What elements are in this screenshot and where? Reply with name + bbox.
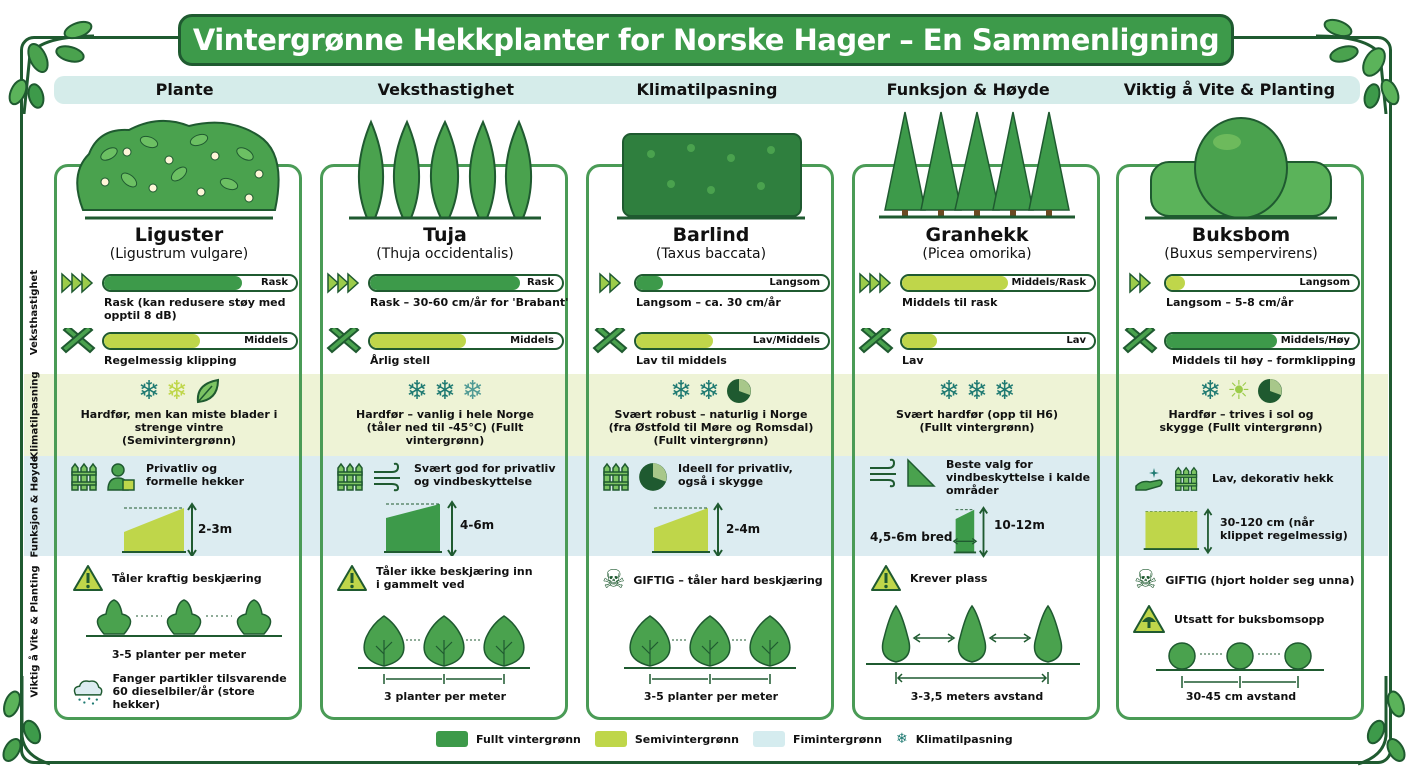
plant-name: Barlind	[672, 224, 750, 246]
maintenance-meter: Lav	[858, 332, 1098, 352]
growth-description: Rask – 30-60 cm/år for 'Brabant'	[370, 296, 569, 309]
legend-item-light: Fimintergrønn	[753, 731, 882, 747]
fence-icon	[336, 462, 366, 492]
snowflake-icon: ❄	[966, 376, 988, 406]
skull-crossbones-icon: ☠	[602, 565, 626, 595]
plant-spacing-diagram-icon	[1108, 642, 1374, 690]
maintenance-meter: Lav/Middels	[592, 332, 832, 352]
fence-icon	[1172, 466, 1202, 492]
maintenance-description: Årlig stell	[370, 354, 430, 367]
climate-description: Svært robust – naturlig i Norge (fra Østfold til Møre og Romsdal) (Fullt vintergrønn)	[608, 408, 814, 447]
growth-description: Langsom – ca. 30 cm/år	[636, 296, 781, 309]
width-value: 4,5-6m bred	[870, 530, 953, 544]
legend-item-full: Fullt vintergrønn	[436, 731, 581, 747]
spacing-label: 3-3,5 meters avstand	[910, 690, 1044, 703]
row-label-viktig: Viktig å Vite & Planting	[29, 564, 41, 698]
height-diagram-icon	[578, 500, 844, 556]
climate-description: Svært hardfør (opp til H6) (Fullt vintergrønn)	[896, 408, 1058, 434]
growth-meter: Rask	[60, 274, 300, 294]
wind-icon	[372, 462, 404, 492]
snowflake-icon: ❄	[698, 376, 720, 406]
column-header-funksjon: Funksjon & Høyde	[886, 80, 1050, 99]
leaf-icon	[194, 378, 220, 404]
climate-icons	[46, 378, 312, 404]
plant-name: Liguster	[134, 224, 224, 246]
spruce-tree-row-icon	[877, 110, 1077, 220]
note-text: Tåler kraftig beskjæring	[112, 571, 262, 585]
plant-latin-name: (Taxus baccata)	[655, 246, 767, 262]
note-row	[336, 564, 570, 592]
height-value: 30-120 cm (når klippet regelmessig)	[1220, 516, 1348, 542]
plant-name: Granhekk	[925, 224, 1029, 246]
snowflake-icon: ❄	[670, 376, 692, 406]
plant-spacing-diagram-icon	[46, 598, 312, 638]
warning-icon	[870, 564, 902, 592]
snowflake-icon: ❄	[1199, 376, 1222, 406]
light-snowflake-icon: ❄	[461, 376, 484, 406]
function-description: Lav, dekorativ hekk	[1212, 472, 1334, 485]
growth-description: Rask (kan redusere støy med opptil 8 dB)	[104, 296, 286, 322]
climate-description: Hardfør – vanlig i hele Norge (tåler ned til -45°C) (Fullt vintergrønn)	[356, 408, 534, 447]
maintenance-description: Middels til høy – formklipping	[1172, 354, 1356, 367]
snowflake-icon: ❄	[895, 731, 908, 747]
page-title: Vintergrønne Hekkplanter for Norske Hager – En Sammenligning	[192, 23, 1220, 57]
plant-latin-name: (Picea omorika)	[922, 246, 1032, 262]
sun-icon: ☀	[1227, 376, 1251, 406]
column-header-veksthastighet: Veksthastighet	[377, 80, 514, 99]
shade-pie-icon	[726, 378, 752, 404]
skull-crossbones-icon: ☠	[1134, 565, 1158, 595]
wrench-screwdriver-icon	[592, 328, 630, 354]
growth-description: Langsom – 5-8 cm/år	[1166, 296, 1294, 309]
climate-icons	[844, 378, 1110, 404]
growth-description: Middels til rask	[902, 296, 998, 309]
growth-meter: Middels/Rask	[858, 274, 1098, 294]
snowflake-icon: ❄	[138, 376, 160, 406]
fast-forward-triple-icon	[858, 270, 896, 296]
extra-note-row	[70, 672, 304, 711]
note-text: GIFTIG (hjort holder seg unna)	[1165, 573, 1355, 587]
wrench-screwdriver-icon	[858, 328, 896, 354]
title-banner	[178, 14, 1234, 66]
shade-pie-icon	[1257, 378, 1283, 404]
height-value: 2-4m	[726, 522, 761, 536]
function-row	[336, 462, 568, 492]
note-text: Tåler ikke beskjæring inn i gammelt ved	[376, 565, 533, 591]
row-label-veksthastighet: Veksthastighet	[29, 269, 41, 355]
note-row	[1132, 604, 1366, 634]
plant-name: Buksbom	[1191, 224, 1291, 246]
plant-spacing-diagram-icon	[844, 604, 1110, 686]
snowflake-icon: ❄	[434, 376, 456, 406]
height-diagram-icon	[46, 500, 312, 556]
note-text: Krever plass	[910, 571, 988, 585]
height-diagram-icon	[312, 500, 578, 556]
maintenance-meter: Middels/Høy	[1122, 332, 1362, 352]
wrench-screwdriver-icon	[60, 328, 98, 354]
fast-forward-double-icon	[592, 270, 630, 296]
note-row	[870, 564, 1102, 592]
snowflake-icon: ❄	[406, 376, 429, 406]
legend	[436, 731, 1019, 747]
plant-spacing-diagram-icon	[578, 614, 844, 686]
plant-name: Tuja	[423, 224, 467, 246]
column-header-klimatilpasning: Klimatilpasning	[636, 80, 778, 99]
legend-item-semi: Semivintergrønn	[595, 731, 739, 747]
mushroom-warning-icon	[1132, 604, 1166, 634]
height-value: 4-6m	[460, 518, 495, 532]
function-description: Svært god for privatliv og vindbeskyttelse	[414, 462, 556, 488]
climate-icons	[312, 378, 578, 404]
legend-swatch-full	[436, 731, 468, 747]
fast-forward-triple-icon	[326, 270, 364, 296]
maintenance-description: Regelmessig klipping	[104, 354, 237, 367]
wrench-screwdriver-icon	[1122, 328, 1160, 354]
note-text: Utsatt for buksbomsopp	[1174, 612, 1325, 626]
topiary-box-hedge-icon	[1141, 114, 1341, 222]
growth-meter: Langsom	[1122, 274, 1362, 294]
maintenance-description: Lav	[902, 354, 924, 367]
plant-latin-name: (Thuja occidentalis)	[376, 246, 514, 262]
function-description: Beste valg for vindbeskyttelse i kalde områder	[946, 458, 1091, 497]
growth-meter: Langsom	[592, 274, 832, 294]
dense-box-hedge-icon	[611, 114, 811, 222]
wrench-screwdriver-icon	[326, 328, 364, 354]
note-row	[1134, 566, 1366, 594]
height-value: 2-3m	[198, 522, 233, 536]
plant-latin-name: (Ligustrum vulgare)	[109, 246, 249, 262]
light-snowflake-icon: ❄	[166, 376, 188, 406]
privacy-user-lock-icon	[106, 462, 136, 492]
note-row	[72, 564, 304, 592]
warning-icon	[72, 564, 104, 592]
climate-description: Hardfør, men kan miste blader i strenge vintre (Semivintergrønn)	[80, 408, 278, 447]
plant-spacing-diagram-icon	[312, 614, 578, 686]
function-row	[1134, 466, 1364, 492]
function-row	[868, 458, 1100, 497]
triangle-ruler-icon	[906, 458, 936, 488]
note-row	[602, 566, 836, 594]
spacing-label: 3-5 planter per meter	[643, 690, 779, 703]
row-label-klimatilpasning: Klimatilpasning	[29, 370, 41, 460]
legend-swatch-light	[753, 731, 785, 747]
function-row	[70, 462, 302, 492]
wind-icon	[868, 458, 900, 488]
function-description: Privatliv og formelle hekker	[146, 462, 245, 488]
shade-pie-icon	[638, 462, 668, 492]
warning-icon	[336, 564, 368, 592]
plant-latin-name: (Buxus sempervirens)	[1164, 246, 1318, 262]
spacing-label: 30-45 cm avstand	[1185, 690, 1297, 703]
fast-forward-triple-icon	[60, 270, 98, 296]
column-header-viktig: Viktig å Vite & Planting	[1123, 80, 1336, 99]
function-row	[602, 462, 834, 492]
function-description: Ideell for privatliv, også i skygge	[678, 462, 793, 488]
climate-icons	[1108, 378, 1374, 404]
legend-swatch-semi	[595, 731, 627, 747]
height-value: 10-12m	[994, 518, 1045, 532]
climate-description: Hardfør – trives i sol og skygge (Fullt vintergrønn)	[1159, 408, 1323, 434]
climate-icons	[578, 378, 844, 404]
fence-icon	[70, 462, 100, 492]
snowflake-icon: ❄	[938, 376, 961, 406]
conical-thuja-row-icon	[345, 114, 545, 222]
fast-forward-double-icon	[1122, 270, 1160, 296]
extra-note-text: Fanger partikler tilsvarende 60 dieselbiler/år (store hekker)	[112, 672, 287, 711]
spacing-label: 3 planter per meter	[383, 690, 506, 703]
flowering-shrub-hedge-icon	[69, 114, 289, 222]
legend-item-climate: ❄ Klimatilpasning	[895, 731, 1013, 747]
column-header-plante: Plante	[155, 80, 214, 99]
maintenance-meter: Middels	[60, 332, 300, 352]
fence-icon	[602, 462, 632, 492]
snowflake-icon: ❄	[993, 376, 1016, 406]
spacing-label: 3-5 planter per meter	[111, 648, 247, 661]
row-label-funksjon: Funksjon & Høyde	[29, 455, 41, 557]
note-text: GIFTIG – tåler hard beskjæring	[633, 573, 823, 587]
maintenance-meter: Middels	[326, 332, 566, 352]
column-header-bar	[54, 76, 1360, 104]
cloud-particles-icon	[70, 677, 104, 707]
growth-meter: Rask	[326, 274, 566, 294]
maintenance-description: Lav til middels	[636, 354, 727, 367]
hand-sparkle-icon	[1134, 466, 1166, 492]
